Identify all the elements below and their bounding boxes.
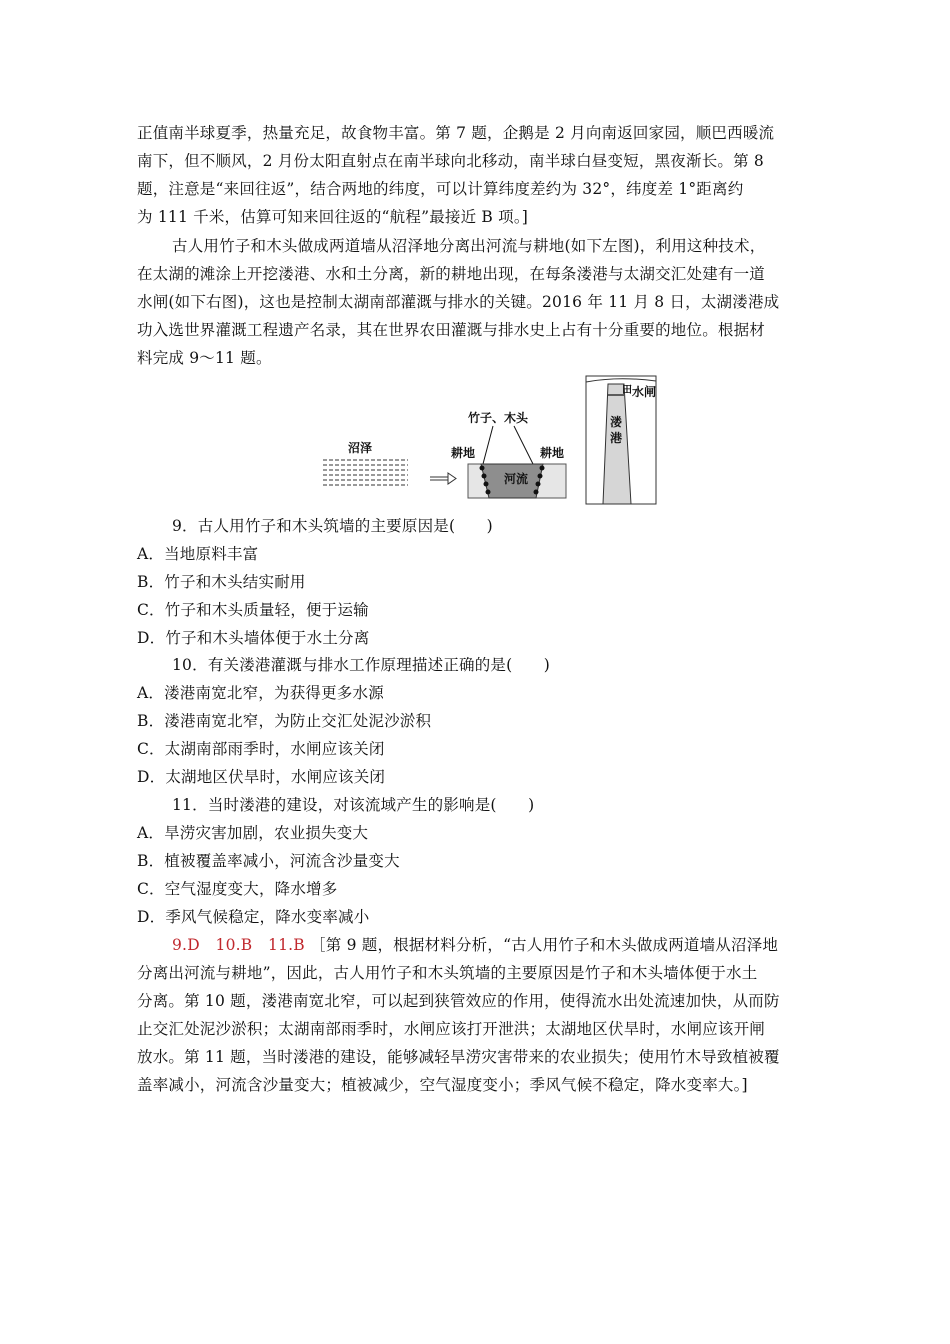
question-10-option-d: D．太湖地区伏旱时，水闸应该关闭: [137, 768, 386, 786]
question-11-stem: 11．当时溇港的建设，对该流域产生的影响是( ): [172, 796, 535, 814]
answer-keys: 9.D 10.B 11.B: [172, 936, 305, 954]
lougang-label-1: 溇: [610, 415, 623, 429]
question-11-option-b: B．植被覆盖率减小，河流含沙量变大: [137, 852, 400, 870]
lougang-label-2: 港: [610, 431, 623, 445]
answer-line-6: 盖率减小，河流含沙量变大；植被减少，空气湿度变小；季风气候不稳定，降水变率大。]: [137, 1076, 748, 1094]
question-9-option-a: A．当地原料丰富: [137, 545, 259, 563]
explanation-line-2: 南下，但不顺风，2 月份太阳直射点在南半球向北移动，南半球白昼变短，黑夜渐长。第 8: [137, 152, 764, 170]
answer-line-5: 放水。第 11 题，当时溇港的建设，能够减轻旱涝灾害带来的农业损失；使用竹木导致植被覆: [137, 1048, 780, 1066]
answer-first-line: [172, 935, 778, 955]
river-label: 河流: [504, 472, 529, 486]
farmland-right-label: 耕地: [540, 446, 565, 460]
intro-line-1: 古人用竹子和木头做成两道墙从沼泽地分离出河流与耕地(如下左图)，利用这种技术，: [172, 237, 766, 255]
sluice-label: 水闸: [632, 385, 657, 399]
question-9-option-b: B．竹子和木头结实耐用: [137, 573, 306, 591]
explanation-line-3: 题，注意是“来回往返”，结合两地的纬度，可以计算纬度差约为 32°，纬度差 1°距离约: [137, 180, 744, 198]
question-10-stem: 10．有关溇港灌溉与排水工作原理描述正确的是( ): [172, 656, 551, 674]
swamp-label: 沼泽: [348, 441, 373, 455]
intro-line-3: 水闸(如下右图)，这也是控制太湖南部灌溉与排水的关键。2016 年 11 月 8 日，太湖溇港成: [137, 293, 780, 311]
swamp-waves: [323, 460, 408, 485]
question-11-option-a: A．旱涝灾害加剧，农业损失变大: [137, 824, 369, 842]
answer-line-3: 分离。第 10 题，溇港南宽北窄，可以起到狭管效应的作用，使得流水出处流速加快，从而防: [137, 992, 780, 1010]
question-11-option-d: D．季风气候稳定，降水变率减小: [137, 908, 370, 926]
question-9-option-c: C．竹子和木头质量轻，便于运输: [137, 601, 369, 619]
intro-line-2: 在太湖的滩涂上开挖溇港、水和土分离，新的耕地出现，在每条溇港与太湖交汇处建有一道: [137, 265, 766, 283]
figure-diagram: [318, 372, 658, 508]
field-label: 田: [622, 385, 632, 396]
answer-explanation-start: ［第 9 题，根据材料分析，“古人用竹子和木头做成两道墙从沼泽地: [310, 936, 779, 954]
explanation-line-1: 正值南半球夏季，热量充足，故食物丰富。第 7 题，企鹅是 2 月向南返回家园，顺巴西暖流: [137, 124, 775, 142]
question-9-stem: 9．古人用竹子和木头筑墙的主要原因是( ): [172, 517, 493, 535]
bamboo-wood-label: 竹子、木头: [468, 411, 529, 425]
answer-line-4: 止交汇处泥沙淤积；太湖南部雨季时，水闸应该打开泄洪；太湖地区伏旱时，水闸应该开闸: [137, 1020, 766, 1038]
arrow-icon: [430, 473, 456, 484]
question-9-option-d: D．竹子和木头墙体便于水土分离: [137, 629, 370, 647]
explanation-line-4: 为 111 千米，估算可知来回往返的“航程”最接近 B 项。]: [137, 208, 529, 226]
intro-line-4: 功入选世界灌溉工程遗产名录，其在世界农田灌溉与排水史上占有十分重要的地位。根据材: [137, 321, 766, 339]
answer-line-2: 分离出河流与耕地”，因此，古人用竹子和木头筑墙的主要原因是竹子和木头墙体便于水土: [137, 964, 758, 982]
question-10-option-b: B．溇港南宽北窄，为防止交汇处泥沙淤积: [137, 712, 432, 730]
farmland-left-label: 耕地: [451, 446, 476, 460]
question-11-option-c: C．空气湿度变大，降水增多: [137, 880, 338, 898]
question-10-option-c: C．太湖南部雨季时，水闸应该关闭: [137, 740, 385, 758]
intro-line-5: 料完成 9～11 题。: [137, 349, 272, 367]
question-10-option-a: A．溇港南宽北窄，为获得更多水源: [137, 684, 384, 702]
